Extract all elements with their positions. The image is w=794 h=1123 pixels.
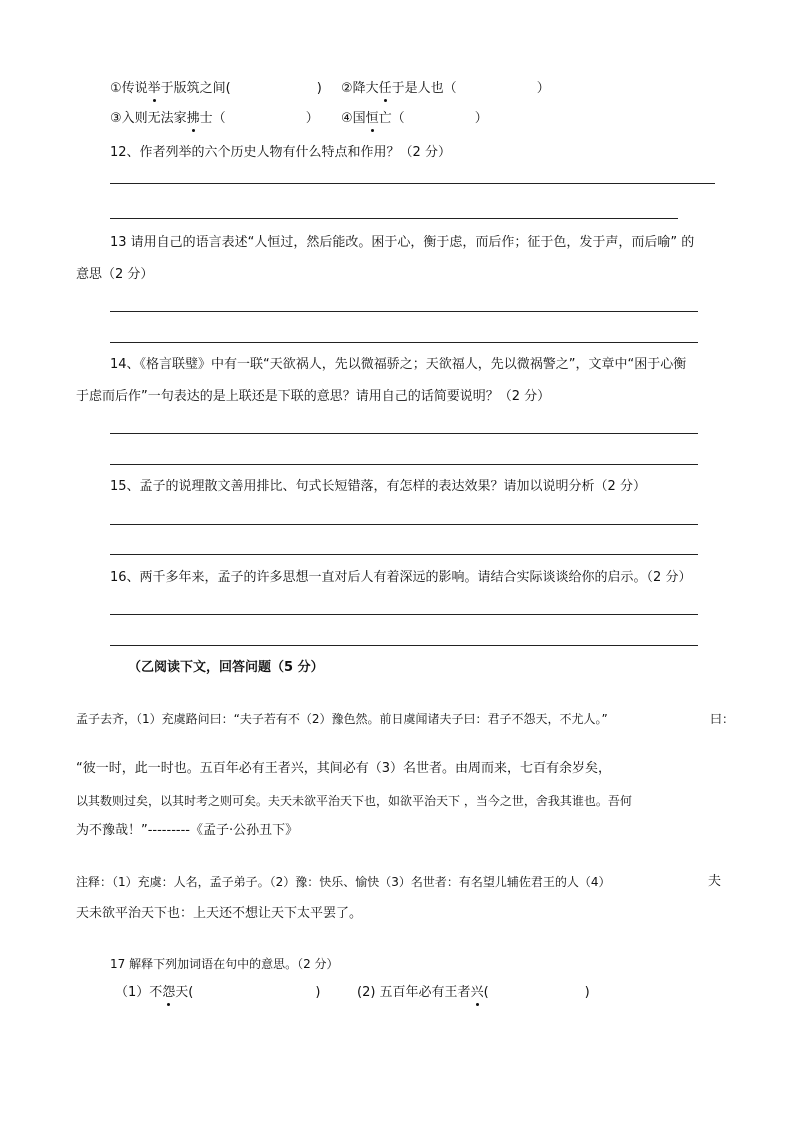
answer-line[interactable] <box>110 614 698 615</box>
question-15: 15、孟子的说理散文善用排比、句式长短错落，有怎样的表达效果？请加以说明分析（2 分） <box>110 479 646 494</box>
question-16: 16、两千多年来，孟子的许多思想一直对后人有着深远的影响。请结合实际谈谈给你的启示。（2 分） <box>110 570 692 585</box>
word-item-4-close: ） <box>474 111 488 126</box>
question-14-line-2: 于虑而后作”一句表达的是上联还是下联的意思？请用自己的话简要说明？（2 分） <box>76 389 551 404</box>
word-item-3 <box>110 110 319 128</box>
word-item-2-text-b: 于是人也（ <box>391 81 457 96</box>
word-item-4-text-a: ④国 <box>341 111 366 126</box>
word-item-1-close: ) <box>316 81 322 96</box>
emphasis-char: 恒 <box>365 111 379 126</box>
notes-line-1: 注释：（1）充虞：人名，孟子弟子。（2）豫：快乐、愉快（3）名世者：有名望儿辅佐君王的人（4） <box>76 875 611 889</box>
notes-line-2: 天未欲平治天下也：上天还不想让天下太平罢了。 <box>76 906 363 921</box>
q17-item-1-close: ) <box>315 985 321 1000</box>
word-item-2-text-a: ②降大 <box>341 81 379 96</box>
word-item-3-close: ） <box>305 111 319 126</box>
answer-line[interactable] <box>110 524 698 525</box>
q17-item-2-text-b: ( <box>483 985 489 1000</box>
passage-line-2: “彼一时，此一时也。五百年必有王者兴，其间必有（3）名世者。由周而来，七百有余岁矣， <box>76 761 612 776</box>
section-b-heading: （乙阅读下文，回答问题（5 分） <box>128 660 324 675</box>
answer-line[interactable] <box>110 311 698 312</box>
answer-line[interactable] <box>110 464 698 465</box>
q17-item-1-text-a: （1）不 <box>115 985 163 1000</box>
word-item-1 <box>110 80 322 98</box>
question-12: 12、作者列举的六个历史人物有什么特点和作用？（2 分） <box>110 145 451 160</box>
q17-item-2-close: ) <box>584 985 590 1000</box>
word-item-3-text-b: 士（ <box>199 111 226 126</box>
question-17: 17 解释下列加词语在句中的意思。（2 分） <box>110 957 339 971</box>
word-item-1-text-b: 于版筑之间( <box>160 81 231 96</box>
question-14-line-1: 14、《格言联璧》中有一联“天欲祸人，先以微福骄之；天欲福人，先以微祸警之”，文章中“困于心衡 <box>110 357 687 372</box>
q17-item-1-text-b: 天( <box>175 985 194 1000</box>
q17-item-1 <box>115 984 320 1002</box>
passage-line-1-end: 曰： <box>710 712 735 726</box>
q17-item-2-text-a: (2) 五百年必有王者 <box>357 985 471 1000</box>
word-item-3-text-a: ③入则无法家 <box>110 111 187 126</box>
passage-line-4: 为不豫哉！”---------《孟子·公孙丑下》 <box>76 823 299 838</box>
emphasis-char: 任 <box>378 81 392 96</box>
question-13-line-1: 13 请用自己的语言表述“人恒过，然后能改。困于心，衡于虑，而后作；征于色，发于声，而后喻” 的 <box>110 235 695 250</box>
word-item-2 <box>341 80 550 98</box>
word-item-1-text-a: ①传说 <box>110 81 148 96</box>
emphasis-char: 兴 <box>470 985 484 1000</box>
word-item-4 <box>341 110 488 128</box>
answer-line[interactable] <box>110 645 698 646</box>
question-13-line-2: 意思（2 分） <box>76 267 154 282</box>
passage-line-1: 孟子去齐，（1）充虞路问曰：“夫子若有不（2）豫色然。前日虞闻诸夫子曰：君子不怨天，不尤人。” <box>76 712 608 726</box>
emphasis-char: 拂 <box>186 111 200 126</box>
q17-item-2 <box>357 984 590 1002</box>
answer-line[interactable] <box>110 342 698 343</box>
notes-line-1-end: 夫 <box>708 874 722 889</box>
answer-line[interactable] <box>110 554 698 555</box>
answer-line[interactable] <box>110 218 678 219</box>
word-item-4-text-b: 亡（ <box>378 111 405 126</box>
emphasis-char: 举 <box>147 81 161 96</box>
emphasis-char: 怨 <box>162 985 176 1000</box>
passage-line-3: 以其数则过矣，以其时考之则可矣。夫天未欲平治天下也，如欲平治天下 ，当今之世，舍我其谁也。吾何 <box>76 794 632 808</box>
word-item-2-close: ） <box>536 81 550 96</box>
answer-line[interactable] <box>110 433 698 434</box>
answer-line[interactable] <box>110 183 715 184</box>
